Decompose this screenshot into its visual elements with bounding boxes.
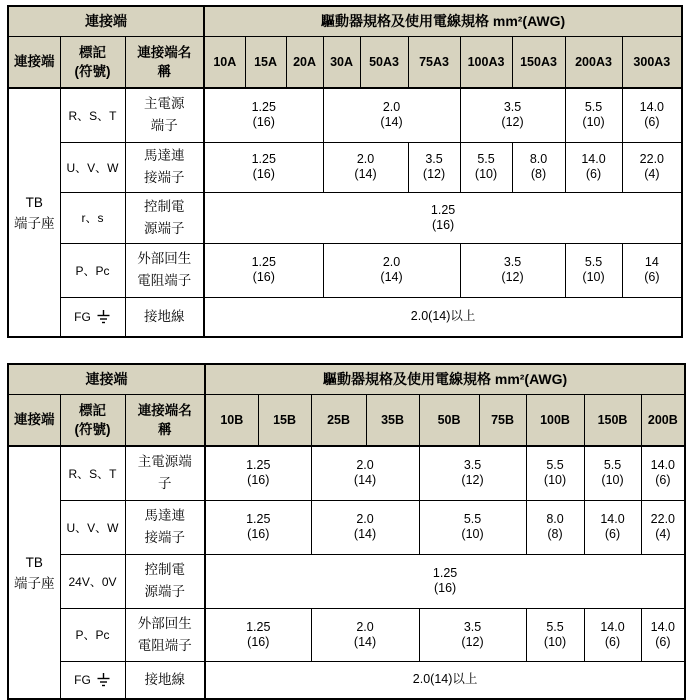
- header-model-20A: 20A: [286, 36, 323, 88]
- header-model-300A3: 300A3: [622, 36, 682, 88]
- terminal-name-cell: 馬達連 接端子: [125, 500, 205, 554]
- value-cell: 2.0(14)以上: [205, 661, 685, 699]
- header-terminal-name: 連接端名 稱: [125, 394, 205, 446]
- header-model-200A3: 200A3: [565, 36, 622, 88]
- value-cell: 2.0 (14): [311, 446, 419, 500]
- mark-cell: FG: [60, 661, 125, 699]
- terminal-name-cell: 主電源 端子: [125, 88, 204, 142]
- value-cell: 5.5 (10): [584, 446, 641, 500]
- value-cell: 5.5 (10): [526, 608, 584, 661]
- value-cell: 14.0 (6): [641, 446, 685, 500]
- header-model-10B: 10B: [205, 394, 258, 446]
- mark-cell: P、Pc: [60, 243, 125, 297]
- column-header-row: [8, 36, 682, 88]
- group-header-row: [8, 364, 685, 394]
- value-cell: 1.25 (16): [204, 142, 323, 192]
- value-cell: 14.0 (6): [584, 500, 641, 554]
- value-cell: 5.5 (10): [419, 500, 526, 554]
- header-mark: 標記 (符號): [60, 36, 125, 88]
- value-cell: 1.25 (16): [204, 88, 323, 142]
- value-cell: 5.5 (10): [526, 446, 584, 500]
- table-row: [8, 297, 682, 337]
- table-row: [8, 192, 682, 243]
- header-terminal: 連接端: [8, 36, 60, 88]
- tables-gap: [7, 338, 684, 363]
- value-cell: 8.0 (8): [512, 142, 565, 192]
- header-model-75A3: 75A3: [408, 36, 460, 88]
- table-row: [8, 142, 682, 192]
- table-row: [8, 661, 685, 699]
- value-cell: 2.0 (14): [311, 608, 419, 661]
- mark-cell: R、S、T: [60, 88, 125, 142]
- value-cell: 2.0 (14): [323, 243, 460, 297]
- header-model-10A: 10A: [204, 36, 245, 88]
- value-cell: 3.5 (12): [460, 243, 565, 297]
- wire-spec-table-a: [7, 5, 683, 338]
- header-left-group: 連接端: [8, 364, 205, 394]
- header-model-30A: 30A: [323, 36, 360, 88]
- value-cell: 1.25 (16): [205, 608, 311, 661]
- table-row: [8, 88, 682, 142]
- value-cell: 5.5 (10): [460, 142, 512, 192]
- value-cell: 14 (6): [622, 243, 682, 297]
- value-cell: 2.0 (14): [323, 88, 460, 142]
- header-right-group: 驅動器規格及使用電線規格 mm²(AWG): [204, 6, 682, 36]
- value-cell: 22.0 (4): [641, 500, 685, 554]
- value-cell: 5.5 (10): [565, 243, 622, 297]
- value-cell: 2.0(14)以上: [204, 297, 682, 337]
- terminal-name-cell: 外部回生 電阻端子: [125, 608, 205, 661]
- mark-cell: R、S、T: [60, 446, 125, 500]
- terminal-name-cell: 主電源端 子: [125, 446, 205, 500]
- header-terminal-name: 連接端名 稱: [125, 36, 204, 88]
- header-model-50A3: 50A3: [360, 36, 408, 88]
- header-model-150A3: 150A3: [512, 36, 565, 88]
- header-model-15B: 15B: [258, 394, 311, 446]
- terminal-name-cell: 控制電 源端子: [125, 554, 205, 608]
- header-model-100A3: 100A3: [460, 36, 512, 88]
- group-header-row: [8, 6, 682, 36]
- wire-spec-table-b: [7, 363, 686, 700]
- value-cell: 2.0 (14): [311, 500, 419, 554]
- header-model-50B: 50B: [419, 394, 479, 446]
- header-model-200B: 200B: [641, 394, 685, 446]
- mark-cell: U、V、W: [60, 500, 125, 554]
- terminal-name-cell: 接地線: [125, 297, 204, 337]
- value-cell: 14.0 (6): [584, 608, 641, 661]
- value-cell: 22.0 (4): [622, 142, 682, 192]
- table-row: [8, 500, 685, 554]
- header-right-group: 驅動器規格及使用電線規格 mm²(AWG): [205, 364, 685, 394]
- value-cell: 14.0 (6): [622, 88, 682, 142]
- value-cell: 2.0 (14): [323, 142, 408, 192]
- mark-cell: r、s: [60, 192, 125, 243]
- table-row: [8, 446, 685, 500]
- terminal-name-cell: 控制電 源端子: [125, 192, 204, 243]
- value-cell: 1.25 (16): [205, 446, 311, 500]
- header-terminal: 連接端: [8, 394, 60, 446]
- value-cell: 1.25 (16): [204, 243, 323, 297]
- terminal-name-cell: 馬達連 接端子: [125, 142, 204, 192]
- value-cell: 14.0 (6): [565, 142, 622, 192]
- header-model-25B: 25B: [311, 394, 366, 446]
- header-model-75B: 75B: [479, 394, 526, 446]
- terminal-name-cell: 外部回生 電阻端子: [125, 243, 204, 297]
- value-cell: 3.5 (12): [408, 142, 460, 192]
- value-cell: 1.25 (16): [204, 192, 682, 243]
- table-row: [8, 608, 685, 661]
- mark-cell: P、Pc: [60, 608, 125, 661]
- value-cell: 3.5 (12): [460, 88, 565, 142]
- value-cell: 8.0 (8): [526, 500, 584, 554]
- header-model-35B: 35B: [366, 394, 419, 446]
- value-cell: 1.25 (16): [205, 500, 311, 554]
- mark-cell: U、V、W: [60, 142, 125, 192]
- header-left-group: 連接端: [8, 6, 204, 36]
- table-row: [8, 243, 682, 297]
- value-cell: 3.5 (12): [419, 446, 526, 500]
- header-model-150B: 150B: [584, 394, 641, 446]
- value-cell: 1.25 (16): [205, 554, 685, 608]
- terminal-block-cell: TB 端子座: [8, 446, 60, 699]
- terminal-name-cell: 接地線: [125, 661, 205, 699]
- value-cell: 5.5 (10): [565, 88, 622, 142]
- value-cell: 14.0 (6): [641, 608, 685, 661]
- mark-cell: 24V、0V: [60, 554, 125, 608]
- ground-icon: [96, 309, 111, 324]
- mark-cell: FG: [60, 297, 125, 337]
- value-cell: 3.5 (12): [419, 608, 526, 661]
- header-mark: 標記 (符號): [60, 394, 125, 446]
- column-header-row: [8, 394, 685, 446]
- ground-icon: [96, 672, 111, 687]
- header-model-15A: 15A: [245, 36, 286, 88]
- header-model-100B: 100B: [526, 394, 584, 446]
- terminal-block-cell: TB 端子座: [8, 88, 60, 337]
- table-row: [8, 554, 685, 608]
